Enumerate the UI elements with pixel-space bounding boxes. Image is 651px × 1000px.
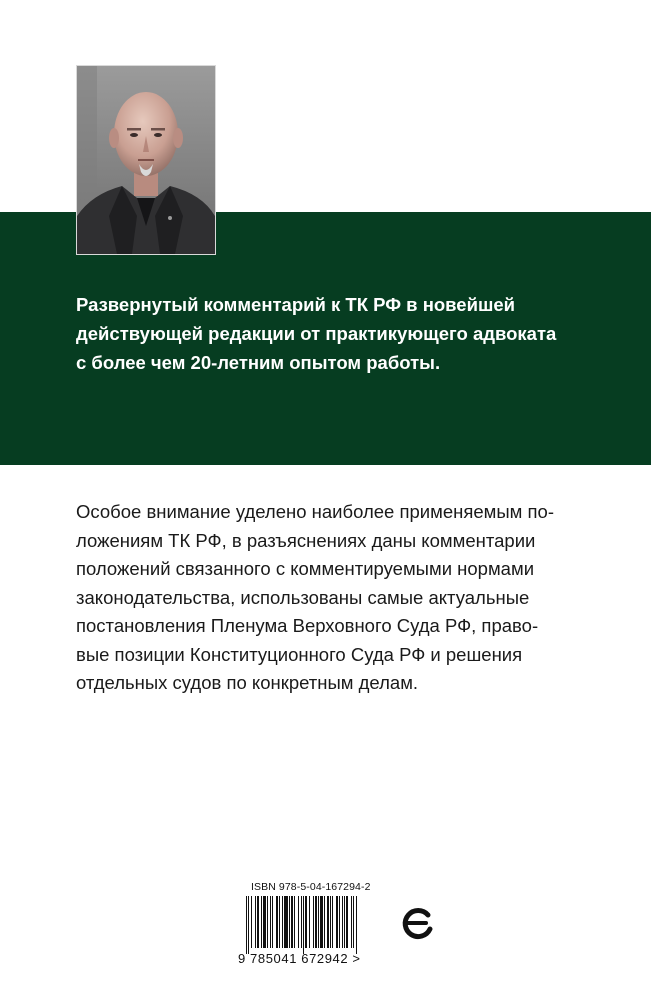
- barcode-bar: [257, 896, 259, 948]
- barcode-bar: [294, 896, 295, 948]
- barcode-bar: [356, 896, 357, 954]
- barcode-bar: [342, 896, 343, 948]
- author-portrait-icon: [77, 66, 215, 254]
- body-text-line: ложениям ТК РФ, в разъяснениях даны комментарии: [76, 529, 536, 551]
- barcode-bar: [315, 896, 317, 948]
- barcode-bar: [248, 896, 249, 954]
- barcode-bar: [351, 896, 352, 948]
- barcode-bar: [309, 896, 310, 948]
- barcode-bar: [353, 896, 354, 948]
- barcode-bar: [318, 896, 319, 948]
- barcode-bar: [346, 896, 348, 948]
- barcode-bar: [289, 896, 290, 948]
- barcode-bar: [324, 896, 325, 948]
- barcode-bar: [255, 896, 256, 948]
- barcode-bar: [339, 896, 340, 948]
- barcode-bar: [305, 896, 307, 948]
- body-description-text: [76, 498, 576, 698]
- body-text-line: положений связанного с комментируемыми нормами: [76, 558, 535, 579]
- barcode-icon: [246, 896, 380, 954]
- barcode-bar: [246, 896, 247, 954]
- barcode-bar: [320, 896, 323, 948]
- body-text-line: постановления Пленума Верховного Суда РФ, право-: [76, 615, 539, 636]
- barcode-bar: [282, 896, 283, 948]
- body-text-line: вые позиции Конституционного Суда РФ и решения: [76, 643, 523, 665]
- isbn-label: ISBN 978-5-04-167294-2: [251, 881, 371, 893]
- barcode-bar: [291, 896, 293, 948]
- barcode-bar: [276, 896, 278, 948]
- isbn-barcode-block: [238, 881, 388, 981]
- barcode-bar: [327, 896, 329, 948]
- body-text-line: отдельных судов по конкретным делам.: [76, 672, 419, 693]
- band-text-line: Развернутый комментарий к ТК РФ в новейшей: [76, 294, 516, 315]
- barcode-bar: [270, 896, 271, 948]
- body-text-line: Особое внимание уделено наиболее применяемым по-: [76, 501, 554, 522]
- barcode-bar: [301, 896, 302, 948]
- barcode-bar: [261, 896, 262, 948]
- barcode-bar: [263, 896, 266, 948]
- band-text-line: действующей редакции от практикующего адвоката: [76, 323, 557, 344]
- barcode-bar: [344, 896, 345, 948]
- body-text-line: законодательства, использованы самые актуальные: [76, 586, 530, 608]
- barcode-bar: [332, 896, 333, 948]
- barcode-digits: 9 785041 672942 >: [238, 951, 361, 966]
- band-text-line: с более чем 20-летним опытом работы.: [76, 352, 441, 373]
- barcode-bar: [298, 896, 299, 948]
- band-summary-text: [76, 290, 596, 377]
- barcode-bar: [336, 896, 338, 948]
- barcode-bar: [272, 896, 273, 948]
- barcode-bar: [251, 896, 252, 948]
- barcode-bar: [279, 896, 280, 948]
- barcode-bar: [284, 896, 288, 948]
- barcode-bar: [303, 896, 304, 954]
- barcode-bar: [330, 896, 331, 948]
- publisher-logo-icon: [400, 905, 436, 941]
- author-photo: [76, 65, 216, 255]
- barcode-bar: [313, 896, 314, 948]
- barcode-bar: [267, 896, 268, 948]
